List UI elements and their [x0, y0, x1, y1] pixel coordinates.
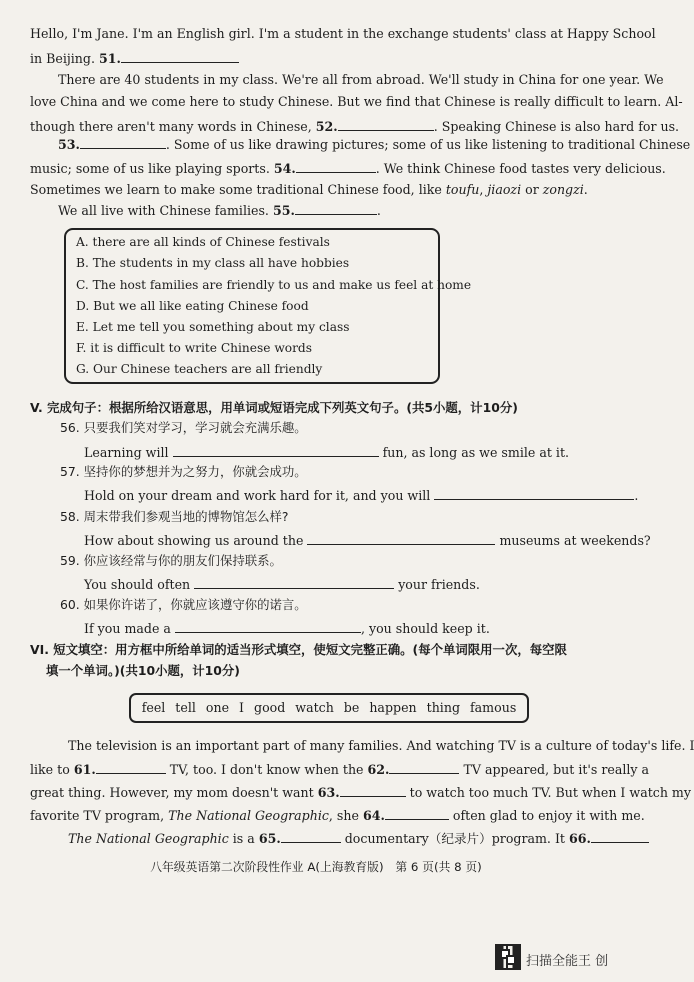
section-5-title: V. 完成句子：根据所给汉语意思，用单词或短语完成下列英文句子。(共5小题，计10分) [30, 400, 518, 415]
option-d: D. But we all like eating Chinese food [76, 299, 309, 313]
passage2-line-1: The television is an important part of many families. And watching TV is a culture of today's life. I [68, 738, 694, 753]
blank-53-number: 53. [58, 137, 80, 152]
blank-53[interactable] [80, 136, 166, 149]
blank-55[interactable] [295, 202, 377, 215]
passage-line-3: There are 40 students in my class. We're all from abroad. We'll study in China for one year. We [58, 72, 664, 87]
option-a: A. there are all kinds of Chinese festivals [76, 235, 330, 249]
blank-66-number: 66. [569, 831, 591, 846]
blank-60[interactable] [175, 620, 361, 633]
blank-62[interactable] [389, 761, 459, 774]
blank-55-number: 55. [272, 203, 295, 218]
passage2-line-2: like to 61. TV, too. I don't know when the 62. TV appeared, but it's really a [30, 762, 650, 777]
blank-51[interactable] [121, 50, 239, 63]
blank-64[interactable] [385, 807, 449, 820]
q56-chinese: 56. 只要我们笑对学习，学习就会充满乐趣。 [60, 420, 307, 435]
q60-sentence: If you made a , you should keep it. [84, 621, 490, 636]
qr-code-icon [495, 944, 521, 970]
word-bank-box: feel tell one I good watch be happen thing famous [129, 693, 529, 723]
options-box [64, 228, 472, 384]
blank-54[interactable] [296, 160, 376, 173]
blank-61[interactable] [96, 761, 166, 774]
q59-sentence: You should often your friends. [84, 577, 480, 592]
blank-57[interactable] [434, 487, 634, 500]
scanner-watermark: 扫描全能王 创 [526, 954, 609, 969]
blank-64-number: 64. [362, 808, 385, 823]
blank-61-number: 61. [73, 762, 96, 777]
blank-66[interactable] [591, 830, 649, 843]
blank-52-number: 52. [315, 119, 338, 134]
option-f: F. it is difficult to write Chinese words [76, 341, 312, 355]
passage-line-5: though there aren't many words in Chinese, 52. . Speaking Chinese is also hard for us. [30, 119, 680, 134]
blank-63[interactable] [340, 784, 406, 797]
option-g: G. Our Chinese teachers are all friendly [76, 362, 323, 376]
q56-sentence: Learning will fun, as long as we smile at it. [84, 445, 570, 460]
q58-chinese: 58. 周末带我们参观当地的博物馆怎么样? [60, 509, 289, 524]
passage-line-1: Hello, I'm Jane. I'm an English girl. I'm a student in the exchange students' class at Happy School [30, 26, 656, 41]
passage-line-7: music; some of us like playing sports. 54. . We think Chinese food tastes very delicious. [30, 161, 666, 176]
page-footer: 八年级英语第二次阶段性作业 A(上海教育版) 第 6 页(共 8 页) [150, 860, 482, 874]
passage-line-8: Sometimes we learn to make some traditional Chinese food, like toufu, jiaozi or zongzi. [30, 182, 588, 197]
blank-65[interactable] [281, 830, 341, 843]
option-e: E. Let me tell you something about my class [76, 320, 350, 334]
blank-65-number: 65. [258, 831, 281, 846]
blank-52[interactable] [338, 118, 434, 131]
q57-chinese: 57. 坚持你的梦想并为之努力，你就会成功。 [60, 464, 307, 479]
passage-line-9: We all live with Chinese families. 55. . [58, 203, 381, 218]
q60-chinese: 60. 如果你许诺了，你就应该遵守你的诺言。 [60, 597, 307, 612]
blank-58[interactable] [307, 532, 495, 545]
passage-line-4: love China and we come here to study Chinese. But we find that Chinese is really difficult to learn. Al- [30, 94, 683, 109]
blank-56[interactable] [173, 444, 379, 457]
passage2-line-4: favorite TV program, The National Geographic, she 64. often glad to enjoy it with me. [30, 808, 645, 823]
section-6-title-2: 填一个单词。)(共10小题，计10分) [46, 663, 240, 678]
blank-51-number: 51. [99, 51, 121, 66]
q58-sentence: How about showing us around the museums at weekends? [84, 533, 651, 548]
passage-line-6: 53. . Some of us like drawing pictures; some of us like listening to traditional Chinese [58, 137, 691, 152]
passage-line-2: in Beijing. 51. [30, 50, 239, 67]
blank-62-number: 62. [367, 762, 390, 777]
q59-chinese: 59. 你应该经常与你的朋友们保持联系。 [60, 553, 282, 568]
section-6-title-1: VI. 短文填空：用方框中所给单词的适当形式填空，使短文完整正确。(每个单词限用一次，每空限 [30, 642, 567, 657]
blank-54-number: 54. [273, 161, 296, 176]
blank-59[interactable] [194, 576, 394, 589]
blank-63-number: 63. [317, 785, 340, 800]
option-b: B. The students in my class all have hobbies [76, 256, 350, 270]
passage2-line-5: The National Geographic is a 65. documentary（纪录片）program. It 66. [68, 830, 649, 847]
q57-sentence: Hold on your dream and work hard for it, and you will . [84, 488, 639, 503]
passage2-line-3: great thing. However, my mom doesn't want 63. to watch too much TV. But when I watch my [30, 785, 691, 800]
option-c: C. The host families are friendly to us and make us feel at home [76, 278, 472, 292]
